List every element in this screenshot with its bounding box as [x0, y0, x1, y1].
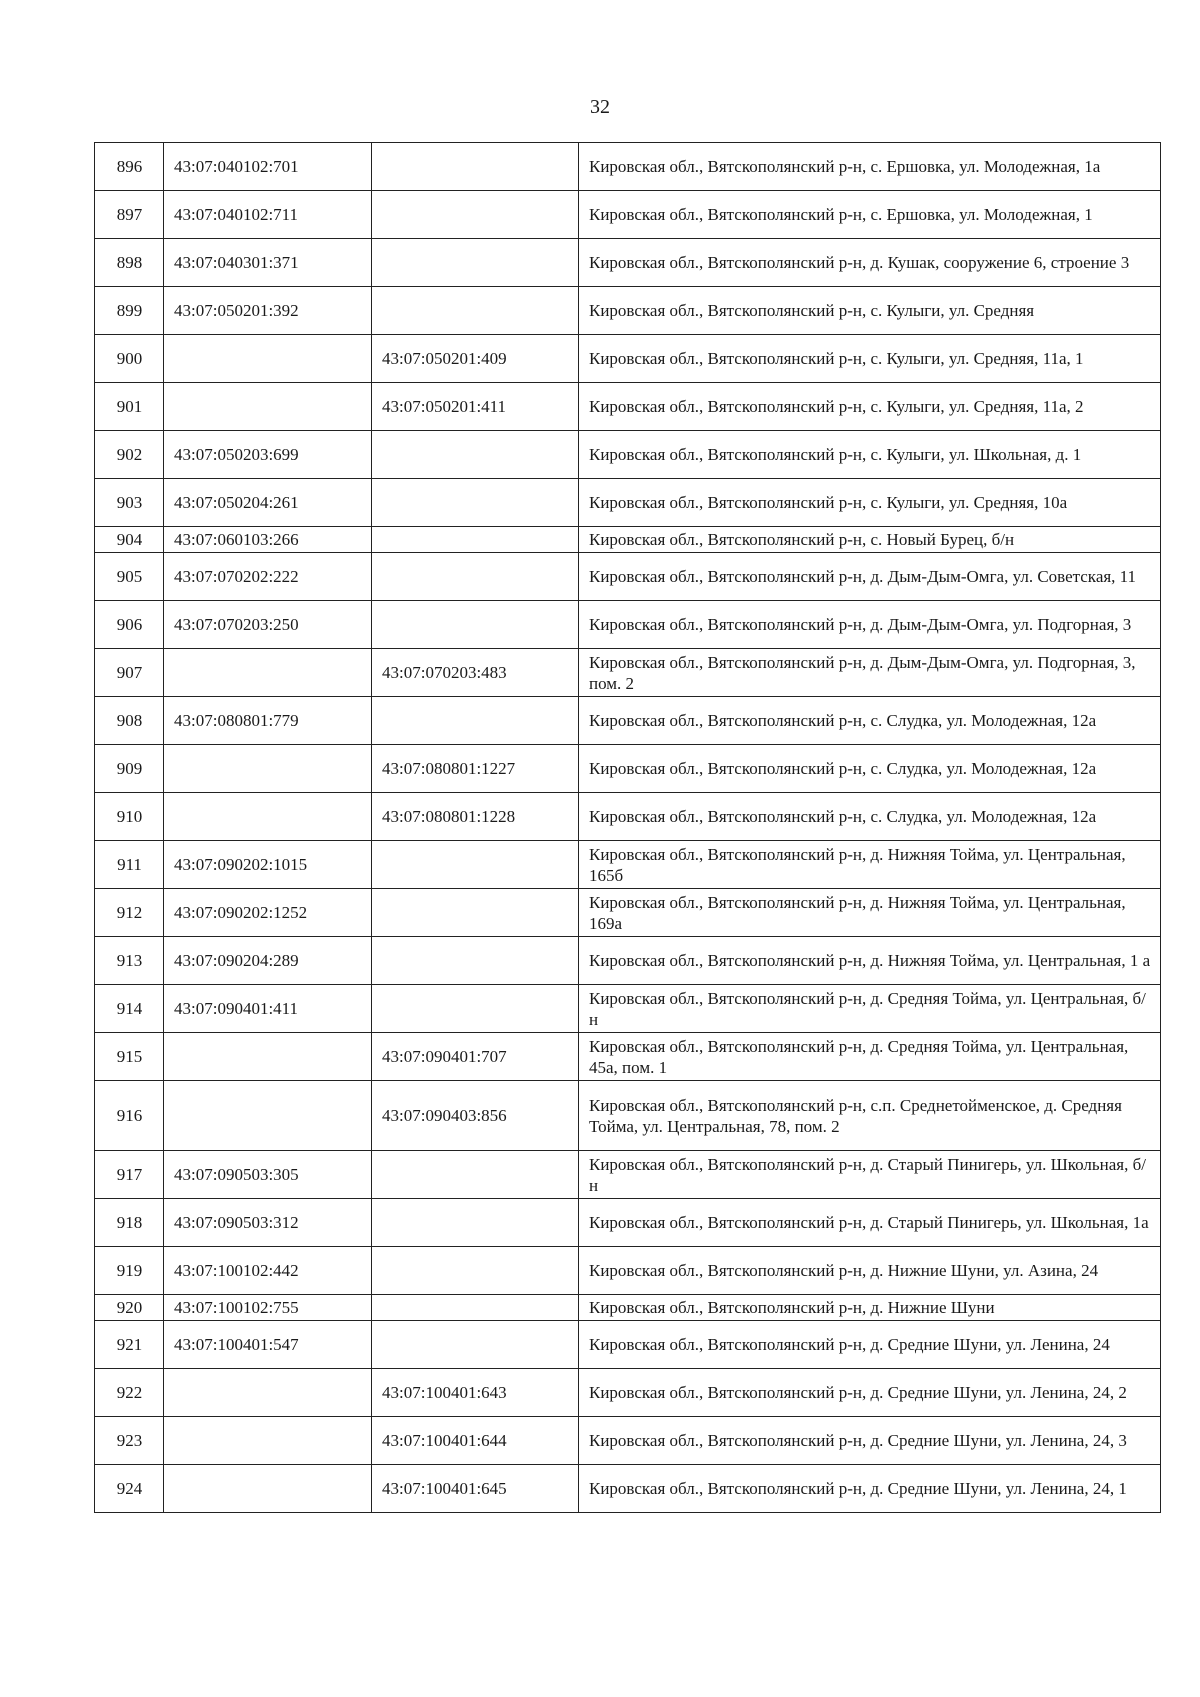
cadastral-number-cell: [164, 1417, 372, 1465]
property-registry-table: [94, 142, 1161, 1513]
sub-cadastral-number-cell: [372, 287, 579, 335]
address-cell: Кировская обл., Вятскополянский р-н, с. Слудка, ул. Молодежная, 12а: [579, 697, 1161, 745]
row-number-cell: 918: [95, 1199, 164, 1247]
table-row: [95, 479, 1161, 527]
table-row: [95, 1295, 1161, 1321]
table-row: [95, 1199, 1161, 1247]
address-cell: Кировская обл., Вятскополянский р-н, с. Новый Бурец, б/н: [579, 527, 1161, 553]
cadastral-number-cell: [164, 649, 372, 697]
row-number-cell: 921: [95, 1321, 164, 1369]
address-cell: Кировская обл., Вятскополянский р-н, с. Кулыги, ул. Средняя, 11а, 2: [579, 383, 1161, 431]
sub-cadastral-number-cell: [372, 937, 579, 985]
address-cell: Кировская обл., Вятскополянский р-н, д. Средние Шуни, ул. Ленина, 24: [579, 1321, 1161, 1369]
cadastral-number-cell: 43:07:040102:701: [164, 143, 372, 191]
table-row: [95, 191, 1161, 239]
table-row: [95, 1465, 1161, 1513]
table-row: [95, 1033, 1161, 1081]
cadastral-number-cell: 43:07:070203:250: [164, 601, 372, 649]
cadastral-number-cell: 43:07:040301:371: [164, 239, 372, 287]
page-number: 32: [590, 96, 610, 118]
row-number-cell: 912: [95, 889, 164, 937]
sub-cadastral-number-cell: 43:07:100401:644: [372, 1417, 579, 1465]
address-cell: Кировская обл., Вятскополянский р-н, с. Слудка, ул. Молодежная, 12а: [579, 793, 1161, 841]
row-number-cell: 919: [95, 1247, 164, 1295]
cadastral-number-cell: [164, 745, 372, 793]
table-row: [95, 287, 1161, 335]
row-number-cell: 902: [95, 431, 164, 479]
row-number-cell: 900: [95, 335, 164, 383]
sub-cadastral-number-cell: [372, 697, 579, 745]
cadastral-number-cell: 43:07:050201:392: [164, 287, 372, 335]
row-number-cell: 901: [95, 383, 164, 431]
row-number-cell: 922: [95, 1369, 164, 1417]
sub-cadastral-number-cell: [372, 479, 579, 527]
row-number-cell: 897: [95, 191, 164, 239]
sub-cadastral-number-cell: 43:07:090401:707: [372, 1033, 579, 1081]
table-row: [95, 1369, 1161, 1417]
address-cell: Кировская обл., Вятскополянский р-н, с. Слудка, ул. Молодежная, 12а: [579, 745, 1161, 793]
sub-cadastral-number-cell: 43:07:100401:643: [372, 1369, 579, 1417]
sub-cadastral-number-cell: [372, 527, 579, 553]
address-cell: Кировская обл., Вятскополянский р-н, д. Средние Шуни, ул. Ленина, 24, 2: [579, 1369, 1161, 1417]
table-row: [95, 601, 1161, 649]
row-number-cell: 905: [95, 553, 164, 601]
address-cell: Кировская обл., Вятскополянский р-н, с. Ершовка, ул. Молодежная, 1а: [579, 143, 1161, 191]
table-row: [95, 553, 1161, 601]
address-cell: Кировская обл., Вятскополянский р-н, с. Кулыги, ул. Средняя, 10а: [579, 479, 1161, 527]
row-number-cell: 924: [95, 1465, 164, 1513]
sub-cadastral-number-cell: [372, 1199, 579, 1247]
cadastral-number-cell: 43:07:050204:261: [164, 479, 372, 527]
address-cell: Кировская обл., Вятскополянский р-н, с. Кулыги, ул. Школьная, д. 1: [579, 431, 1161, 479]
cadastral-number-cell: [164, 1369, 372, 1417]
table-row: [95, 383, 1161, 431]
sub-cadastral-number-cell: [372, 1151, 579, 1199]
row-number-cell: 915: [95, 1033, 164, 1081]
row-number-cell: 903: [95, 479, 164, 527]
address-cell: Кировская обл., Вятскополянский р-н, д. Старый Пинигерь, ул. Школьная, б/н: [579, 1151, 1161, 1199]
row-number-cell: 907: [95, 649, 164, 697]
row-number-cell: 906: [95, 601, 164, 649]
address-cell: Кировская обл., Вятскополянский р-н, д. Нижняя Тойма, ул. Центральная, 169а: [579, 889, 1161, 937]
address-cell: Кировская обл., Вятскополянский р-н, д. Старый Пинигерь, ул. Школьная, 1а: [579, 1199, 1161, 1247]
table-row: [95, 889, 1161, 937]
sub-cadastral-number-cell: 43:07:080801:1228: [372, 793, 579, 841]
cadastral-number-cell: 43:07:090503:305: [164, 1151, 372, 1199]
cadastral-number-cell: [164, 335, 372, 383]
cadastral-number-cell: [164, 793, 372, 841]
row-number-cell: 904: [95, 527, 164, 553]
address-cell: Кировская обл., Вятскополянский р-н, д. Нижняя Тойма, ул. Центральная, 1 а: [579, 937, 1161, 985]
address-cell: Кировская обл., Вятскополянский р-н, д. Дым-Дым-Омга, ул. Подгорная, 3, пом. 2: [579, 649, 1161, 697]
cadastral-number-cell: 43:07:040102:711: [164, 191, 372, 239]
sub-cadastral-number-cell: [372, 239, 579, 287]
cadastral-number-cell: 43:07:050203:699: [164, 431, 372, 479]
address-cell: Кировская обл., Вятскополянский р-н, д. Средние Шуни, ул. Ленина, 24, 3: [579, 1417, 1161, 1465]
row-number-cell: 899: [95, 287, 164, 335]
sub-cadastral-number-cell: [372, 841, 579, 889]
table-row: [95, 1151, 1161, 1199]
sub-cadastral-number-cell: 43:07:080801:1227: [372, 745, 579, 793]
address-cell: Кировская обл., Вятскополянский р-н, д. Средняя Тойма, ул. Центральная, б/н: [579, 985, 1161, 1033]
cadastral-number-cell: 43:07:080801:779: [164, 697, 372, 745]
address-cell: Кировская обл., Вятскополянский р-н, с.п. Среднетойменское, д. Средняя Тойма, ул. Центральная, 78, пом. 2: [579, 1081, 1161, 1151]
cadastral-number-cell: 43:07:090204:289: [164, 937, 372, 985]
sub-cadastral-number-cell: [372, 1321, 579, 1369]
table-row: [95, 793, 1161, 841]
address-cell: Кировская обл., Вятскополянский р-н, д. Средняя Тойма, ул. Центральная, 45а, пом. 1: [579, 1033, 1161, 1081]
table-row: [95, 841, 1161, 889]
cadastral-number-cell: 43:07:100401:547: [164, 1321, 372, 1369]
row-number-cell: 913: [95, 937, 164, 985]
sub-cadastral-number-cell: [372, 431, 579, 479]
address-cell: Кировская обл., Вятскополянский р-н, д. Средние Шуни, ул. Ленина, 24, 1: [579, 1465, 1161, 1513]
table-row: [95, 745, 1161, 793]
row-number-cell: 916: [95, 1081, 164, 1151]
cadastral-number-cell: 43:07:100102:755: [164, 1295, 372, 1321]
row-number-cell: 914: [95, 985, 164, 1033]
cadastral-number-cell: 43:07:060103:266: [164, 527, 372, 553]
row-number-cell: 923: [95, 1417, 164, 1465]
address-cell: Кировская обл., Вятскополянский р-н, д. Дым-Дым-Омга, ул. Советская, 11: [579, 553, 1161, 601]
cadastral-number-cell: 43:07:090202:1015: [164, 841, 372, 889]
address-cell: Кировская обл., Вятскополянский р-н, с. Кулыги, ул. Средняя, 11а, 1: [579, 335, 1161, 383]
table-row: [95, 649, 1161, 697]
cadastral-number-cell: [164, 383, 372, 431]
sub-cadastral-number-cell: 43:07:100401:645: [372, 1465, 579, 1513]
table-row: [95, 1321, 1161, 1369]
address-cell: Кировская обл., Вятскополянский р-н, д. Нижняя Тойма, ул. Центральная, 165б: [579, 841, 1161, 889]
sub-cadastral-number-cell: [372, 601, 579, 649]
sub-cadastral-number-cell: [372, 889, 579, 937]
sub-cadastral-number-cell: 43:07:050201:409: [372, 335, 579, 383]
sub-cadastral-number-cell: [372, 191, 579, 239]
address-cell: Кировская обл., Вятскополянский р-н, д. Дым-Дым-Омга, ул. Подгорная, 3: [579, 601, 1161, 649]
address-cell: Кировская обл., Вятскополянский р-н, с. Кулыги, ул. Средняя: [579, 287, 1161, 335]
table-row: [95, 937, 1161, 985]
address-cell: Кировская обл., Вятскополянский р-н, с. Ершовка, ул. Молодежная, 1: [579, 191, 1161, 239]
row-number-cell: 910: [95, 793, 164, 841]
sub-cadastral-number-cell: [372, 1247, 579, 1295]
registry-table-body: [95, 143, 1161, 1513]
table-row: [95, 239, 1161, 287]
row-number-cell: 908: [95, 697, 164, 745]
table-row: [95, 985, 1161, 1033]
address-cell: Кировская обл., Вятскополянский р-н, д. Нижние Шуни, ул. Азина, 24: [579, 1247, 1161, 1295]
table-row: [95, 697, 1161, 745]
cadastral-number-cell: 43:07:090401:411: [164, 985, 372, 1033]
cadastral-number-cell: [164, 1081, 372, 1151]
table-row: [95, 1417, 1161, 1465]
table-row: [95, 143, 1161, 191]
sub-cadastral-number-cell: 43:07:050201:411: [372, 383, 579, 431]
cadastral-number-cell: 43:07:090202:1252: [164, 889, 372, 937]
table-row: [95, 1247, 1161, 1295]
row-number-cell: 917: [95, 1151, 164, 1199]
cadastral-number-cell: [164, 1033, 372, 1081]
row-number-cell: 898: [95, 239, 164, 287]
sub-cadastral-number-cell: [372, 143, 579, 191]
cadastral-number-cell: [164, 1465, 372, 1513]
cadastral-number-cell: 43:07:090503:312: [164, 1199, 372, 1247]
address-cell: Кировская обл., Вятскополянский р-н, д. Кушак, сооружение 6, строение 3: [579, 239, 1161, 287]
row-number-cell: 920: [95, 1295, 164, 1321]
row-number-cell: 911: [95, 841, 164, 889]
table-row: [95, 527, 1161, 553]
sub-cadastral-number-cell: 43:07:090403:856: [372, 1081, 579, 1151]
table-row: [95, 431, 1161, 479]
sub-cadastral-number-cell: 43:07:070203:483: [372, 649, 579, 697]
cadastral-number-cell: 43:07:070202:222: [164, 553, 372, 601]
address-cell: Кировская обл., Вятскополянский р-н, д. Нижние Шуни: [579, 1295, 1161, 1321]
sub-cadastral-number-cell: [372, 985, 579, 1033]
row-number-cell: 909: [95, 745, 164, 793]
sub-cadastral-number-cell: [372, 553, 579, 601]
table-row: [95, 335, 1161, 383]
sub-cadastral-number-cell: [372, 1295, 579, 1321]
cadastral-number-cell: 43:07:100102:442: [164, 1247, 372, 1295]
row-number-cell: 896: [95, 143, 164, 191]
table-row: [95, 1081, 1161, 1151]
